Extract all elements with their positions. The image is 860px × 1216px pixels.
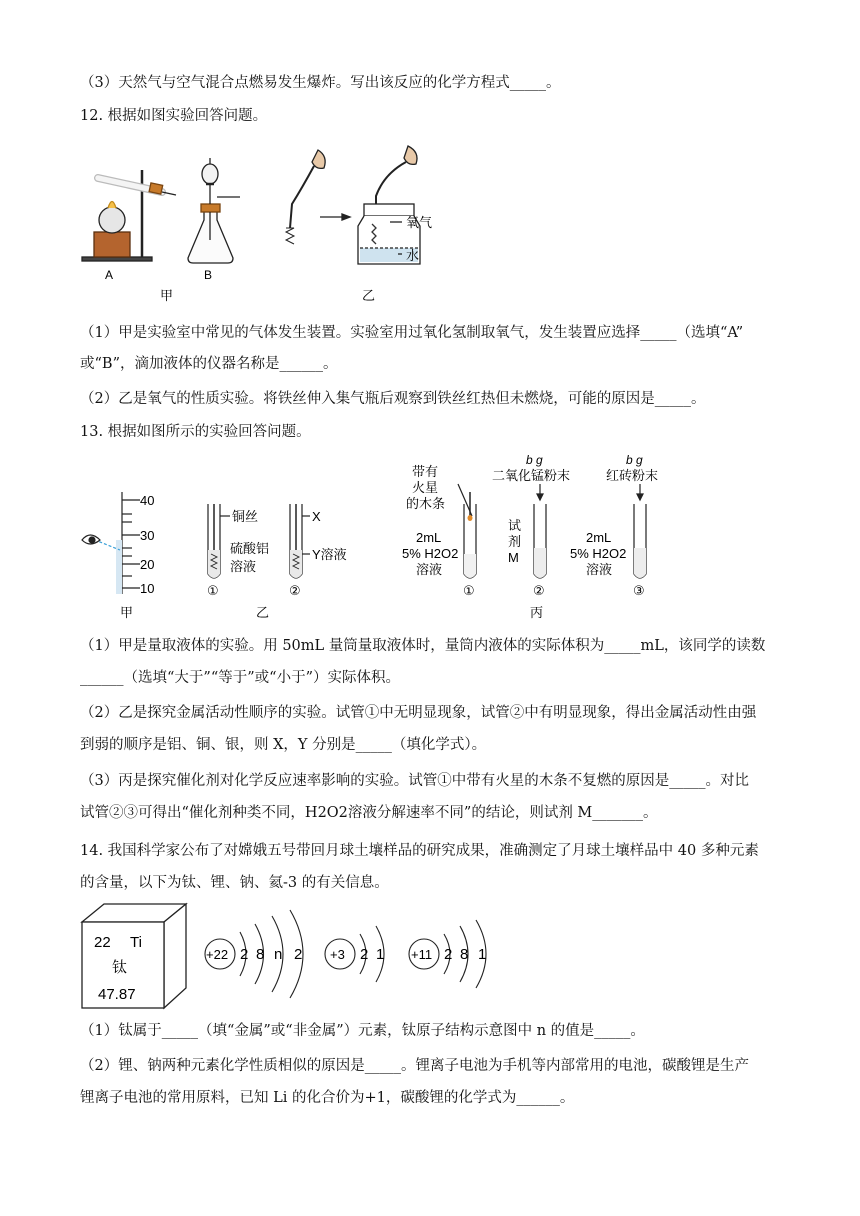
ti-shell-3: n [274, 946, 283, 963]
h2o2-formula: H2O2 [304, 805, 348, 821]
label-sol-2: 溶液 [586, 562, 613, 577]
q14-part1: （1）钛属于_____（填“金属”或“非金属”）元素，钛原子结构示意图中 n 的值是_____。 [80, 1023, 645, 1039]
ti-shell-2: 8 [256, 946, 265, 963]
apparatus-b [188, 158, 240, 263]
q12-figure [80, 140, 440, 310]
tube-label-b2: ② [533, 583, 545, 598]
caption-jia-13: 甲 [120, 605, 134, 620]
tick-30: 30 [140, 528, 155, 543]
label-bg-1: b g [526, 453, 543, 467]
label-stick-3: 的木条 [406, 496, 446, 511]
caption-bing: 丙 [530, 605, 544, 620]
label-stick-2: 火星 [412, 480, 439, 495]
caption-yi: 乙 [362, 288, 376, 303]
label-h2o2-1: 5% H2O2 [402, 546, 459, 561]
graduated-cylinder [82, 492, 140, 594]
tick-20: 20 [140, 557, 155, 572]
q14-title-line1: 14. 我国科学家公布了对嫦娥五号带回月球土壤样品的研究成果，准确测定了月球土壤样品中 40 多种元素 [80, 843, 759, 859]
label-reagent-1: 试 [508, 518, 522, 533]
q11-part3: （3）天然气与空气混合点燃易发生爆炸。写出该反应的化学方程式_____。 [80, 75, 561, 91]
label-reagent-2: 剂 [508, 534, 522, 549]
element-number: 22 [94, 934, 111, 951]
label-brick-powder: 红砖粉末 [606, 468, 659, 483]
q13-part2-line2: 到弱的顺序是铝、铜、银，则 X，Y 分别是_____（填化学式）。 [80, 737, 487, 753]
label-y-solution: Y溶液 [312, 547, 347, 562]
caption-yi-13: 乙 [256, 605, 270, 620]
ti-nucleus: +22 [206, 947, 229, 962]
tube-label-b1: ① [463, 583, 475, 598]
label-bg-2: b g [626, 453, 643, 467]
element-name: 钛 [112, 959, 128, 976]
ti-shell-4: 2 [294, 946, 303, 963]
q12-title: 12. 根据如图实验回答问题。 [80, 108, 268, 124]
label-copper-wire: 铜丝 [232, 509, 259, 524]
label-reagent-m: M [508, 550, 519, 565]
q13-title: 13. 根据如图所示的实验回答问题。 [80, 424, 311, 440]
q13-part3-line2-b: 溶液分解速率不同”的结论，则试剂 M_______。 [347, 805, 658, 821]
tick-40: 40 [140, 493, 155, 508]
q12-part2: （2）乙是氧气的性质实验。将铁丝伸入集气瓶后观察到铁丝红热但未燃烧，可能的原因是_____。 [80, 391, 706, 407]
q13-part1-line1: （1）甲是量取液体的实验。用 50mL 量筒量取液体时，量筒内液体的实际体积为_____mL，该同学的读数 [80, 638, 766, 654]
label-2ml-2: 2mL [586, 530, 612, 545]
catalyst-tubes [458, 484, 646, 578]
q12-part1-line1: （1）甲是实验室中常见的气体发生装置。实验室用过氧化氢制取氧气，发生装置应选择_____（选填“A” [80, 325, 744, 341]
label-solution-1b: 溶液 [230, 559, 257, 574]
q14-figure [80, 902, 520, 1014]
q12-part1-line2: 或“B”，滴加液体的仪器名称是______。 [80, 356, 338, 372]
q13-part1-line2: ______（选填“大于”“等于”或“小于”）实际体积。 [80, 670, 400, 686]
li-nucleus: +3 [330, 947, 345, 962]
tube-label-b3: ③ [633, 583, 645, 598]
tube-label-2: ② [289, 583, 301, 598]
label-x: X [312, 509, 321, 524]
q14-part2-line1: （2）锂、钠两种元素化学性质相似的原因是_____。锂离子电池为手机等内部常用的电池，碳酸锂是生产 [80, 1058, 749, 1074]
ti-shell-1: 2 [240, 946, 249, 963]
label-2ml-1: 2mL [416, 530, 442, 545]
na-shell-3: 1 [478, 946, 487, 963]
label-a: A [105, 268, 114, 282]
q13-figure [80, 452, 700, 622]
label-mno2: 二氧化锰粉末 [492, 468, 571, 483]
q14-title-line2: 的含量，以下为钛、锂、钠、氦-3 的有关信息。 [80, 875, 389, 891]
na-nucleus: +11 [411, 947, 433, 962]
label-b: B [204, 268, 213, 282]
element-mass: 47.87 [98, 986, 136, 1003]
label-solution-1a: 硫酸铝 [230, 541, 270, 556]
label-stick-1: 带有 [412, 464, 439, 479]
li-shell-2: 1 [376, 946, 385, 963]
apparatus-a [82, 170, 176, 261]
tube-label-1: ① [207, 583, 219, 598]
na-shell-2: 8 [460, 946, 469, 963]
label-water: 水 [406, 248, 420, 263]
q13-part3-line2-a: 试管②③可得出“催化剂种类不同， [80, 805, 305, 821]
iron-wire-experiment [286, 146, 420, 264]
label-oxygen: 氧气 [406, 215, 433, 230]
q14-part2-line2: 锂离子电池的常用原料，已知 Li 的化合价为+1，碳酸锂的化学式为______。 [80, 1090, 575, 1106]
label-h2o2-2: 5% H2O2 [570, 546, 627, 561]
q13-part3-line1: （3）丙是探究催化剂对化学反应速率影响的实验。试管①中带有火星的木条不复燃的原因是_____。对比 [80, 773, 749, 789]
label-sol-1: 溶液 [416, 562, 443, 577]
li-shell-1: 2 [360, 946, 369, 963]
caption-jia: 甲 [160, 288, 174, 303]
element-symbol: Ti [130, 934, 142, 951]
tick-10: 10 [140, 581, 155, 596]
q13-part2-line1: （2）乙是探究金属活动性顺序的实验。试管①中无明显现象，试管②中有明显现象，得出金属活动性由强 [80, 705, 757, 721]
q13-part3-line2 [80, 803, 658, 823]
na-shell-1: 2 [444, 946, 453, 963]
